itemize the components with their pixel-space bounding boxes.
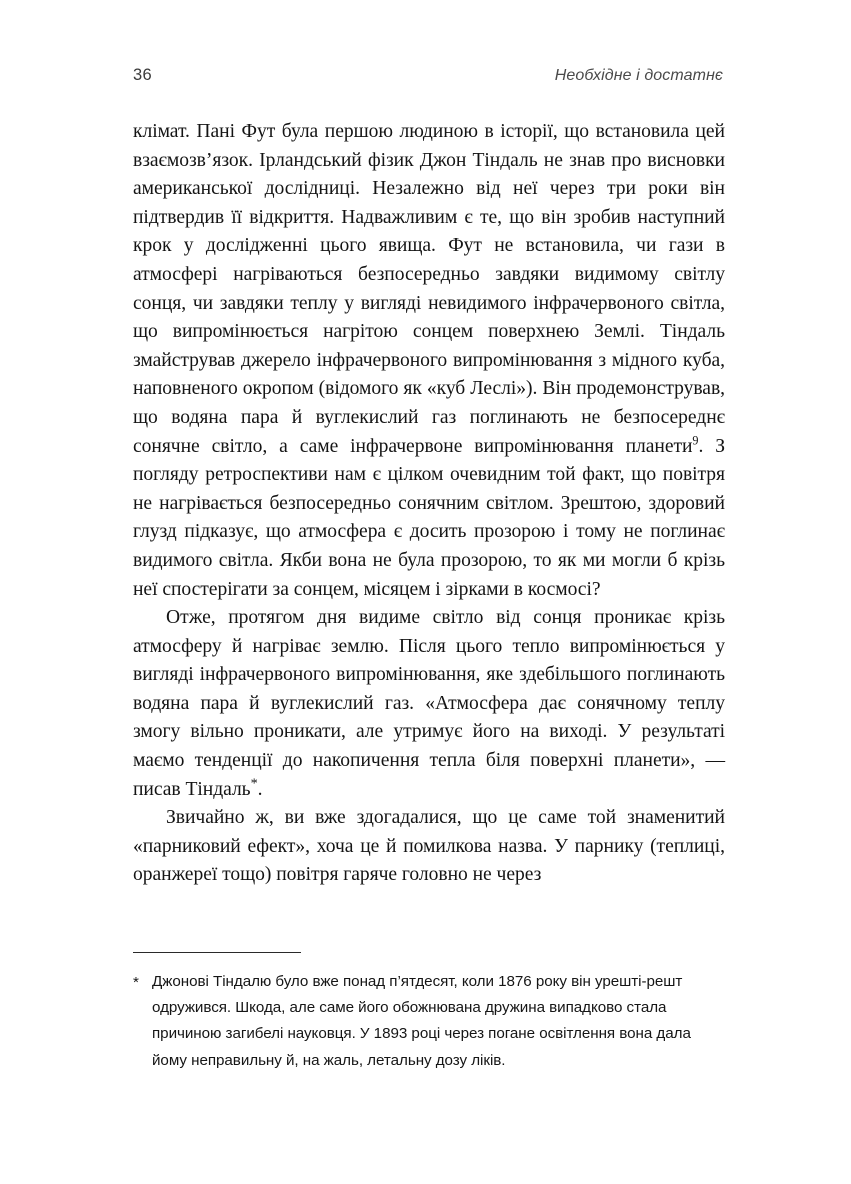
page-number: 36 (133, 66, 152, 84)
paragraph-2 (133, 604, 725, 804)
paragraph-1-tail-text: . З погляду ретроспективи нам є цілком очевидним той факт, що повітря не нагрівається безпосередньо сонячним світлом. Зрештою, здоровий глузд підказує, що атмосфера є досить прозорою і тому не поглинає видимого світла. Якби вона не була прозорою, то як ми могли б крізь неї спостерігати за сонцем, місяцем і зірками в космосі? (133, 435, 725, 600)
running-head-title: Необхідне і достатнє (554, 67, 723, 84)
footnote-separator-rule (133, 952, 301, 953)
paragraph-2-text: Отже, протягом дня видиме світло від сонця проникає крізь атмосферу й нагріває землю. Після цього тепло випромінюється у вигляді інфрачервоного випромінювання, яке здебільшого поглинають водяна пара й вуглекислий газ. «Атмосфера дає сонячному теплу змогу вільно проникати, але утримує його на виході. У результаті маємо тенденції до накопичення тепла біля поверхні планети», — писав Тіндаль (133, 607, 725, 800)
paragraph-2-tail-text: . (257, 778, 263, 800)
running-head (133, 66, 723, 92)
endnote-reference[interactable]: 9 (692, 433, 699, 447)
footnote-entry (133, 969, 725, 1074)
footnote-text: Джонові Тіндалю було вже понад п’ятдесят, коли 1876 року він урешті-решт одружився. Шкода, але саме його обожнювана дружина випадково стала причиною загибелі науковця. У 1893 році через погане освітлення вона дала йому неправильну й, на жаль, летальну дозу ліків. (152, 973, 691, 1069)
paragraph-1-text: клімат. Пані Фут була першою людиною в історії, що встановила цей взаємозв’язок. Ірландський фізик Джон Тіндаль не знав про висновки американської дослідниці. Незалежно від неї через три роки він підтвердив її відкриття. Надважливим є те, що він зробив наступний крок у дослідженні цього явища. Фут не встановила, чи гази в атмосфері нагріваються безпосередньо завдяки видимому світлу сонця, чи завдяки теплу у вигляді невидимого інфрачервоного світла, що випромінюється нагрітою сонцем поверхнею Землі. Тіндаль змайстрував джерело інфрачервоного випромінювання з мідного куба, наповненого окропом (відомого як «куб Леслі»). Він продемонстрував, що водяна пара й вуглекислий газ поглинають не безпосереднє сонячне світло, а саме інфрачервоне випромінювання планети (133, 121, 725, 457)
body-text-column (133, 118, 725, 890)
footnote-reference[interactable]: * (250, 775, 258, 792)
paragraph-1 (133, 118, 725, 604)
footnote-marker: * (133, 974, 139, 991)
paragraph-3: Звичайно ж, ви вже здогадалися, що це саме той знаменитий «парниковий ефект», хоча це й помилкова назва. У парнику (теплиці, оранжереї тощо) повітря гаряче головно не через (133, 807, 725, 886)
footnote-area (133, 952, 725, 1074)
